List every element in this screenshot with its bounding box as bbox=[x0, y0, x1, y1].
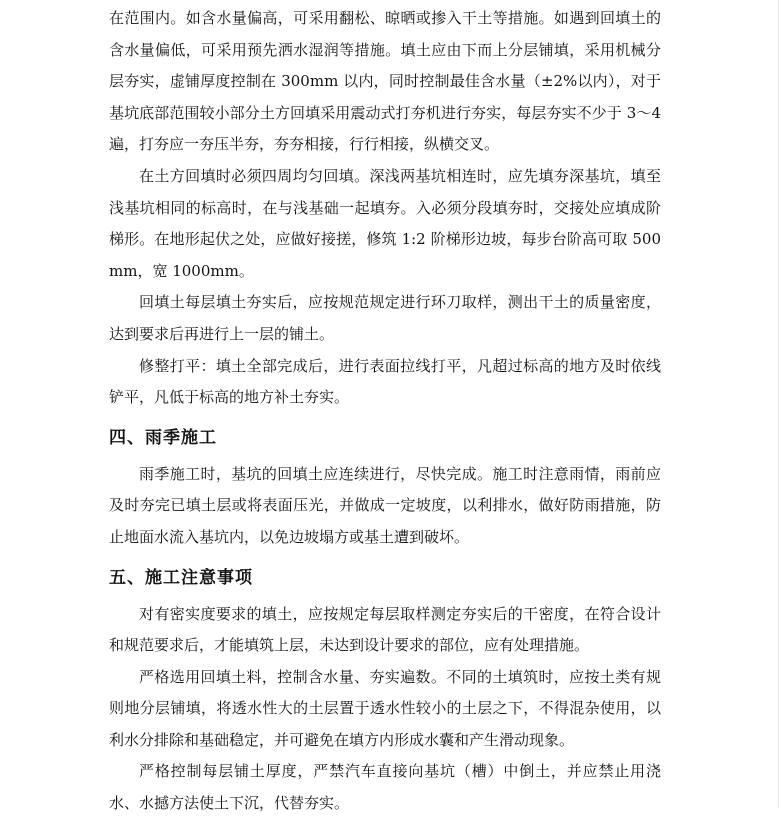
paragraph-uniform-backfill: 在土方回填时必须四周均匀回填。深浅两基坑相连时，应先填夯深基坑，填至浅基坑相同的标高时，在与浅基础一起填夯。入必须分段填夯时，交接处应填成阶梯形。在地形起伏之处，应做好接搓，修筑 1:2 阶梯形边坡，每步台阶高可取 500mm，宽 1000mm。 bbox=[109, 166, 661, 280]
paragraph-material-selection: 严格选用回填土料，控制含水量、夯实遍数。不同的土填筑时，应按土类有规则地分层铺填，将透水性大的土层置于透水性较小的土层之下，不得混杂使用，以利水分排除和基础稳定，并可避免在填方内形成水囊和产生滑动现象。 bbox=[109, 667, 661, 749]
paragraph-ring-knife-sampling: 回填土每层填土夯实后，应按规范规定进行环刀取样，测出干土的质量密度，达到要求后再进行上一层的铺土。 bbox=[109, 293, 661, 343]
section-heading-rainy-season: 四、雨季施工 bbox=[109, 427, 217, 448]
paragraph-layer-thickness: 严格控制每层铺土厚度，严禁汽车直接向基坑（槽）中倒土，并应禁止用浇水、水撼方法使土下沉，代替夯实。 bbox=[109, 762, 661, 813]
document-body bbox=[109, 3, 661, 820]
paragraph-density-requirement: 对有密实度要求的填土，应按规定每层取样测定夯实后的干密度，在符合设计和规范要求后，才能填筑上层，未达到设计要求的部位，应有处理措施。 bbox=[109, 604, 661, 655]
paragraph-rainy-season: 雨季施工时，基坑的回填土应连续进行，尽快完成。施工时注意雨情，雨前应及时夯完已填土层或将表面压光，并做成一定坡度，以利排水，做好防雨措施，防止地面水流入基坑内，以免边坡塌方或基土遭到破坏。 bbox=[109, 464, 661, 546]
section-heading-precautions: 五、施工注意事项 bbox=[109, 567, 253, 588]
paragraph-trimming-leveling: 修整打平：填土全部完成后，进行表面拉线打平，凡超过标高的地方及时依线铲平，凡低于标高的地方补土夯实。 bbox=[109, 356, 661, 407]
paragraph-compaction-method: 在范围内。如含水量偏高，可采用翻松、晾晒或掺入干土等措施。如遇到回填土的含水量偏低，可采用预先洒水湿润等措施。填土应由下而上分层铺填，采用机械分层夯实，虚铺厚度控制在 300mm 以内，同时控制最佳含水量（±2%以内），对于基坑底部范围较小部分土方回填采用震动式打夯机进行夯实，每层夯实不少于 3～4 遍，打夯应一夯压半夯，夯夯相接，行行相接，纵横交叉。 bbox=[109, 9, 661, 154]
